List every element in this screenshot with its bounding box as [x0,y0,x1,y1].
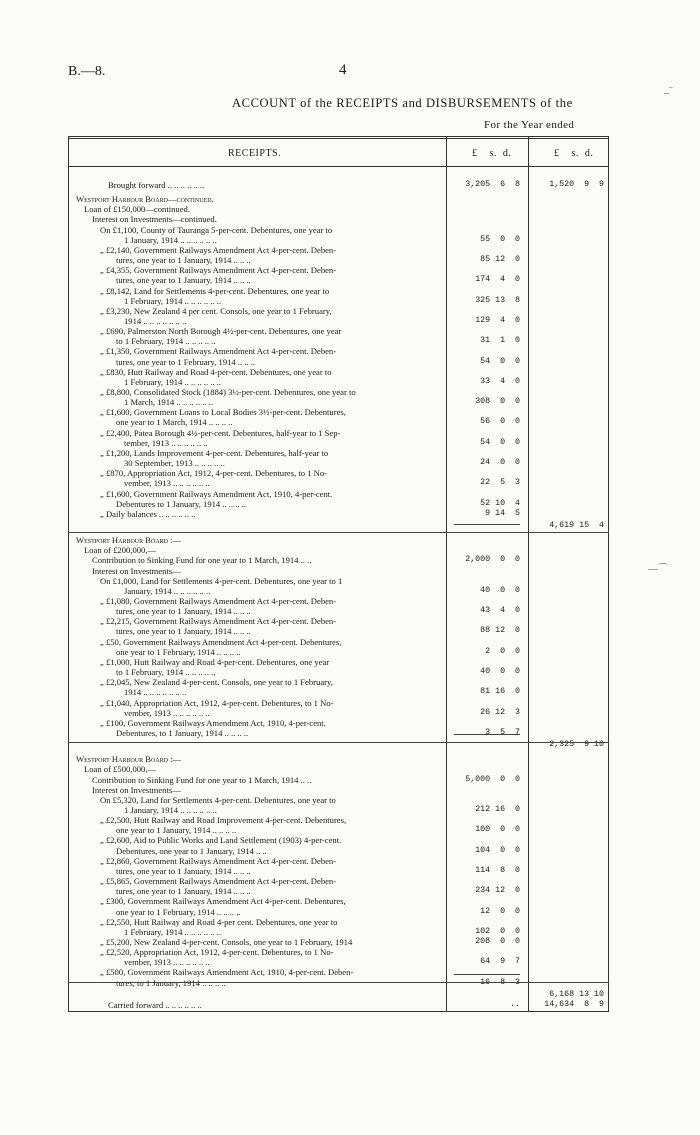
row-description: „ £2,520, Appropriation Act, 1912, 4-per-cent. Debentures, to 1 No- [100,947,334,958]
row-description: On £5,320, Land for Settlements 4-per-cent. Debentures, one year to [100,794,336,805]
row-description: 30 September, 1913 .. .. .. .. .. [124,458,225,469]
amount-column-1: 56 0 0 [480,417,520,427]
amount-column-1: 54 0 0 [480,437,520,447]
amount-column-1: 16 8 3 [480,977,520,987]
row-description: 1 March, 1914 .. .. .. .. .. .. [124,397,214,408]
amount-column-2: 14,634 8 9 [544,999,604,1009]
row-description: tember, 1913 .. .. .. .. .. .. [124,437,208,448]
row-description: „ £2,215, Government Railways Amendment Act 4-per-cent. Deben- [100,616,337,627]
row-description: tures, to 1 January, 1914 .. .. .. .. [116,977,226,988]
amount-column-2: 6,168 13 10 [549,989,604,999]
row-description: tures, one year to 1 January, 1914 .. .. .. [116,275,251,286]
row-description: „ £830, Hutt Railway and Road 4-per-cent. Debentures, one year to [100,366,332,377]
section-rule-3 [68,982,609,983]
row-description: „ £2,140, Government Railways Amendment Act 4-per-cent. Deben- [100,244,337,255]
row-description: „ £2,600, Aid to Public Works and Land Settlement (1903) 4-per-cent. [100,835,342,846]
amount-column-1: 43 4 0 [480,606,520,616]
row-description: Westport Harbour Board :— [76,754,182,765]
row-description: 1 February, 1914 .. .. .. .. .. .. [124,295,222,306]
row-description: „ £3,230, New Zealand 4 per cent. Consols, one year to 1 February, [100,305,332,316]
row-description: Interest on Investments—continued. [92,214,217,225]
row-description: January, 1914 .. .. .. .. .. .. [124,585,211,596]
amount-column-1: 40 0 0 [480,667,520,677]
ledger-table [68,136,609,1012]
row-description: one year to 1 February, 1914 .. .. .. .. [116,906,241,917]
row-description: Interest on Investments— [92,784,181,795]
row-description: „ £2,045, New Zealand 4-per-cent. Consols, one year to 1 February, [100,677,333,688]
amount-column-1: 2 0 0 [485,646,520,656]
amount-column-1: 85 12 0 [480,255,520,265]
row-description: „ £2,500, Hutt Railway and Road Improvement 4-per-cent. Debentures, [100,815,347,826]
row-description: to 1 February, 1914 .. .. .. .. .. [116,336,216,347]
amount-column-1: 31 1 0 [480,336,520,346]
row-description: „ £5,200, New Zealand 4-per-cent. Consols, one year to 1 February, 1914 [100,936,353,947]
amount-column-1: .. [510,999,520,1009]
row-description: Contribution to Sinking Fund for one year to 1 March, 1914 .. .. [92,774,312,785]
row-description: „ £1,080, Government Railways Amendment Act 4-per-cent. Deben- [100,596,337,606]
row-description: Carried forward .. .. .. .. .. .. [108,999,202,1010]
amount-column-1: 64 9 7 [480,957,520,967]
row-description: vember, 1913 .. .. .. .. .. .. [124,957,210,968]
row-description: 1 January, 1914 .. .. .. .. .. .. [124,234,217,245]
amount-column-1: 234 12 0 [475,886,520,896]
row-description: „ £8,142, Land for Settlements 4-per-cent. Debentures, one year to [100,285,330,296]
amount-column-2: 1,520 9 9 [549,180,604,189]
amount-column-2: 2,325 9 10 [549,740,604,750]
amount-column-1: 55 0 0 [480,234,520,244]
amount-column-1: 24 0 0 [480,458,520,468]
row-description: „ £690, Palmerston North Borough 4½-per-cent. Debentures, one year [100,326,342,337]
row-description: tures, one year to 1 January, 1914 .. .. .. [116,865,251,876]
frame-right-rule [608,136,609,1012]
amount-column-1: 129 4 0 [475,315,520,325]
row-description: „ £2,550, Hutt Railway and Road 4-per cent. Debentures, one year to [100,916,338,927]
subtotal-rule-1 [454,524,520,525]
row-description: „ £1,200, Lands Improvement 4-per-cent. Debentures, half-year to [100,447,329,458]
row-description: Brought forward .. .. .. .. .. .. [108,180,205,190]
section-rule-1 [68,532,609,533]
row-description: On £1,000, Land for Settlements 4-per-cent. Debentures, one year to 1 [100,575,343,586]
amount-column-1: 114 8 0 [475,865,520,875]
amount-column-1: 325 13 8 [475,295,520,305]
row-description: one year to 1 January, 1914 .. .. .. .. [116,825,237,836]
row-description: 1 February, 1914 .. .. .. .. .. .. [124,926,222,937]
row-description: to 1 February, 1914 .. .. .. .. .. [116,667,216,678]
row-description: „ £5,865, Government Railways Amendment Act 4-per-cent. Deben- [100,876,337,887]
row-description: tures, one year to 1 February, 1914 .. .. .. [116,356,256,367]
amount-column-1: 12 0 0 [480,906,520,916]
document-reference: B.—8. [68,64,106,79]
amount-column-1: 5,000 0 0 [465,774,520,784]
amount-column-1: 54 0 0 [480,356,520,366]
row-description: vember, 1913 .. .. .. .. .. .. [124,707,210,718]
row-description: „ £100, Government Railways Amendment Act, 1910, 4-per-cent. [100,717,326,728]
row-description: Loan of £200,000,— [84,545,157,556]
row-description: „ £8,800, Consolidated Stock (1884) 3½-per-cent. Debentures, one year to [100,387,356,397]
amount-column-1: 81 16 0 [480,687,520,697]
row-description: „ £500, Government Railways Amendment Act, 1910, 4-per-cent. Deben- [100,967,354,978]
row-description: Westport Harbour Board :— [76,535,182,546]
row-description: Loan of £500,000,— [84,764,157,775]
amount-column-1: 2,000 0 0 [465,555,520,565]
column-2-header: £ s. d. [554,148,594,159]
amount-column-1: 9 14 5 [485,508,520,518]
amount-column-1: 104 0 0 [475,845,520,855]
column-divider-1 [446,136,447,1012]
page-subtitle: For the Year ended [484,119,575,131]
row-description: Westport Harbour Board—continued. [76,194,214,205]
row-description: Debentures, one year to 1 January, 1914 .. .. [116,845,267,856]
row-description: one year to 1 February, 1914 .. .. .. .. [116,646,241,657]
row-description: tures, one year to 1 January, 1914 .. .. .. [116,255,251,266]
amount-column-1: 212 16 0 [475,805,520,814]
row-description: Contribution to Sinking Fund for one year to 1 March, 1914 .. .. [92,555,312,566]
row-description: On £1,100, County of Tauranga 5-per-cent. Debentures, one year to [100,224,333,235]
row-description: „ £1,350, Government Railways Amendment Act 4-per-cent. Deben- [100,346,337,357]
frame-left-rule [68,136,69,1012]
amount-column-1: 308 0 0 [475,397,520,407]
section-rule-2 [68,742,609,743]
row-description: vember, 1913 .. .. .. .. .. .. [124,478,210,489]
amount-column-1: 26 12 3 [480,707,520,717]
amount-column-2: 4,619 15 4 [549,520,604,530]
column-divider-2 [528,136,529,1012]
row-description: 1914 .. .. .. .. .. .. .. [124,687,187,698]
row-description: „ £2,400, Patea Borough 4½-per-cent. Debentures, half-year to 1 Sep- [100,427,341,438]
row-description: „ £2,860, Government Railways Amendment Act 4-per-cent. Deben- [100,855,337,866]
amount-column-1: 52 10 4 [480,498,520,508]
row-description: tures, one year to 1 January, 1914 .. .. .. [116,606,251,617]
page-title: ACCOUNT of the RECEIPTS and DISBURSEMENTS of the [232,96,573,110]
amount-column-1: 88 12 0 [480,626,520,636]
page-number: 4 [339,62,347,78]
amount-column-1: 102 0 0 [475,926,520,936]
row-description: „ Daily balances .. .. .. .. .. .. [100,508,196,519]
amount-column-1: 100 0 0 [475,825,520,835]
row-description: „ £300, Government Railways Amendment Act 4-per-cent. Debentures, [100,896,346,907]
amount-column-1: 40 0 0 [480,585,520,595]
subtotal-rule-3 [454,974,520,975]
row-description: „ £870, Appropriation Act, 1912, 4-per-cent. Debentures, to 1 No- [100,468,328,479]
row-description: Interest on Investments— [92,565,181,576]
row-description: 1 January, 1914 .. .. .. .. .. .. [124,805,217,815]
row-description: „ £4,355, Government Railways Amendment Act 4-per-cent. Deben- [100,265,337,276]
margin-mark: –‾ [664,88,673,99]
column-1-header: £ s. d. [472,148,512,159]
amount-column-1: 22 5 3 [480,478,520,488]
row-description: tures, one year to 1 January, 1914 .. .. .. [116,626,251,637]
row-description: 1914 .. .. .. .. .. .. .. [124,315,187,326]
row-description: „ £50, Government Railways Amendment Act 4-per-cent. Debentures, [100,636,342,647]
amount-column-1: 174 4 0 [475,275,520,285]
subtotal-rule-2 [454,734,520,735]
row-description: Debentures to 1 January, 1914 .. .. .. .. [116,498,246,509]
margin-mark: —⌒ [648,564,668,575]
amount-column-1: 33 4 0 [480,376,520,386]
row-description: 1 February, 1914 .. .. .. .. .. .. [124,376,222,387]
row-description: Debentures, to 1 January, 1914 .. .. .. .. [116,727,249,738]
row-description: tures, one year to 1 January, 1914 .. .. .. [116,886,251,897]
row-description: „ £1,600, Government Loans to Local Bodies 3½-per-cent. Debentures, [100,407,346,418]
amount-column-1: 3 5 7 [485,727,520,737]
receipts-header: RECEIPTS. [228,148,282,159]
row-description: „ £1,040, Appropriation Act, 1912, 4-per-cent. Debentures, to 1 No- [100,697,334,708]
row-description: one year to 1 March, 1914 .. .. .. .. [116,417,233,428]
row-description: „ £1,600, Government Railways Amendment Act, 1910, 4-per-cent. [100,488,333,499]
row-description: „ £1,000, Hutt Railway and Road 4-per-cent. Debentures, one year [100,656,330,667]
row-description: Loan of £150,000—continued. [84,204,190,215]
amount-column-1: 3,205 6 8 [465,180,520,189]
amount-column-1: 208 0 0 [475,936,520,946]
